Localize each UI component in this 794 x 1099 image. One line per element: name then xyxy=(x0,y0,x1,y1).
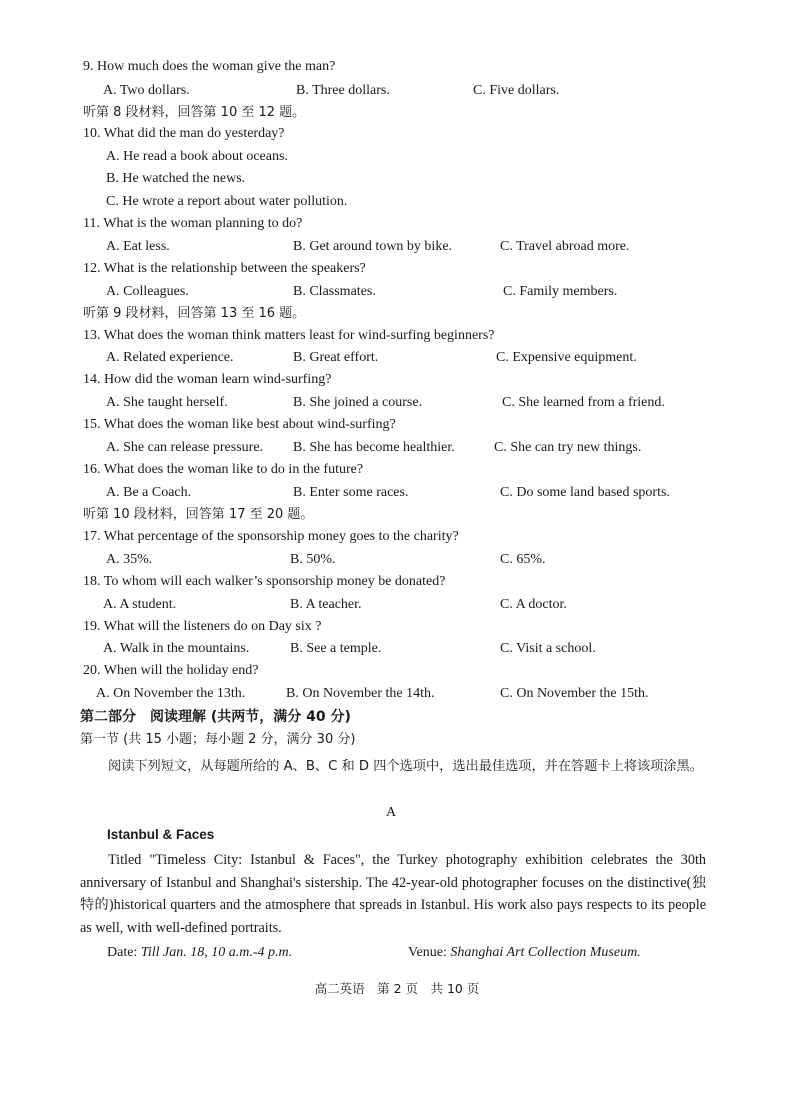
option-b: B. Enter some races. xyxy=(293,485,409,500)
option-c: C. He wrote a report about water pollution. xyxy=(106,194,348,209)
option-c: C. Visit a school. xyxy=(500,641,596,656)
option-a: A. Be a Coach. xyxy=(106,485,192,500)
option-a: A. Two dollars. xyxy=(103,83,190,98)
option-a: A. On November the 13th. xyxy=(96,686,246,701)
question-text: 19. What will the listeners do on Day six ? xyxy=(83,619,322,634)
option-b: B. See a temple. xyxy=(290,641,382,656)
question-text: 20. When will the holiday end? xyxy=(83,663,259,678)
question-text: 9. How much does the woman give the man? xyxy=(83,59,336,74)
question-text: 15. What does the woman like best about wind-surfing? xyxy=(83,417,396,432)
question-text: 14. How did the woman learn wind-surfing? xyxy=(83,372,332,387)
option-b: B. 50%. xyxy=(290,552,336,567)
question-text: 16. What does the woman like to do in the future? xyxy=(83,462,364,477)
option-b: B. Get around town by bike. xyxy=(293,239,453,254)
option-b: B. Great effort. xyxy=(293,350,379,365)
option-a: A. He read a book about oceans. xyxy=(106,149,288,164)
option-c: C. Do some land based sports. xyxy=(500,485,670,500)
passage-label-text: A xyxy=(385,805,397,820)
option-a: A. Colleagues. xyxy=(106,284,189,299)
option-b: B. He watched the news. xyxy=(106,171,246,186)
question-text: 11. What is the woman planning to do? xyxy=(83,216,303,231)
option-c: C. Family members. xyxy=(503,284,618,299)
option-c: C. Five dollars. xyxy=(473,83,560,98)
option-a: A. She can release pressure. xyxy=(106,440,264,455)
section-text: 听第 10 段材料，回答第 17 至 20 题。 xyxy=(83,507,314,522)
question-text: 17. What percentage of the sponsorship money goes to the charity? xyxy=(83,529,459,544)
option-a: A. Related experience. xyxy=(106,350,234,365)
passage-body-text: Titled "Timeless City: Istanbul & Faces", the Turkey photography exhibition celebrates the 30th anniversary of Istanbul and Shanghai's sistership. The 42-year-old photographer focuses on the distinctive(独特的)historical quarters and the atmosphere that spreads in Istanbul. His work also pays respects to its people as well, with well-defined portraits. xyxy=(80,852,706,936)
option-b: B. She has become healthier. xyxy=(293,440,455,455)
option-c: C. She learned from a friend. xyxy=(502,395,665,410)
reading-instruction xyxy=(80,756,706,778)
section-text: 听第 9 段材料，回答第 13 至 16 题。 xyxy=(83,306,306,321)
option-a: A. Eat less. xyxy=(106,239,170,254)
option-c: C. Expensive equipment. xyxy=(496,350,637,365)
passage-heading-text: Istanbul & Faces xyxy=(107,827,215,842)
venue-label: Venue: xyxy=(408,945,451,960)
option-a: A. 35%. xyxy=(106,552,153,567)
date-value: Till Jan. 18, 10 a.m.-4 p.m. xyxy=(140,945,293,960)
option-c: C. She can try new things. xyxy=(494,440,642,455)
option-c: C. On November the 15th. xyxy=(500,686,649,701)
instruction-text: 阅读下列短文，从每题所给的 A、B、C 和 D 四个选项中，选出最佳选项，并在答题卡上将该项涂黑。 xyxy=(108,759,703,774)
page-footer-text: 高二英语 第 2 页 共 10 页 xyxy=(314,981,480,996)
option-a: A. A student. xyxy=(103,597,177,612)
option-c: C. 65%. xyxy=(500,552,546,567)
section-header-text: 第一节 (共 15 小题；每小题 2 分，满分 30 分) xyxy=(80,732,356,747)
part-title-text: 第二部分 阅读理解 (共两节，满分 40 分) xyxy=(80,709,351,725)
option-a: A. Walk in the mountains. xyxy=(103,641,250,656)
date-info xyxy=(107,944,292,962)
question-text: 12. What is the relationship between the speakers? xyxy=(83,261,366,276)
passage-body xyxy=(80,849,706,939)
option-b: B. Three dollars. xyxy=(296,83,390,98)
section-text: 听第 8 段材料，回答第 10 至 12 题。 xyxy=(83,105,306,120)
venue-info xyxy=(408,944,641,962)
option-b: B. On November the 14th. xyxy=(286,686,435,701)
question-text: 10. What did the man do yesterday? xyxy=(83,126,285,141)
option-c: C. Travel abroad more. xyxy=(500,239,630,254)
passage-label xyxy=(0,804,794,822)
venue-value: Shanghai Art Collection Museum. xyxy=(450,945,641,960)
option-a: A. She taught herself. xyxy=(106,395,228,410)
option-b: B. A teacher. xyxy=(290,597,362,612)
option-c: C. A doctor. xyxy=(500,597,567,612)
page-footer xyxy=(0,979,794,997)
question-text: 13. What does the woman think matters least for wind-surfing beginners? xyxy=(83,328,495,343)
option-b: B. She joined a course. xyxy=(293,395,423,410)
date-label: Date: xyxy=(107,945,141,960)
question-text: 18. To whom will each walker’s sponsorship money be donated? xyxy=(83,574,446,589)
option-b: B. Classmates. xyxy=(293,284,376,299)
